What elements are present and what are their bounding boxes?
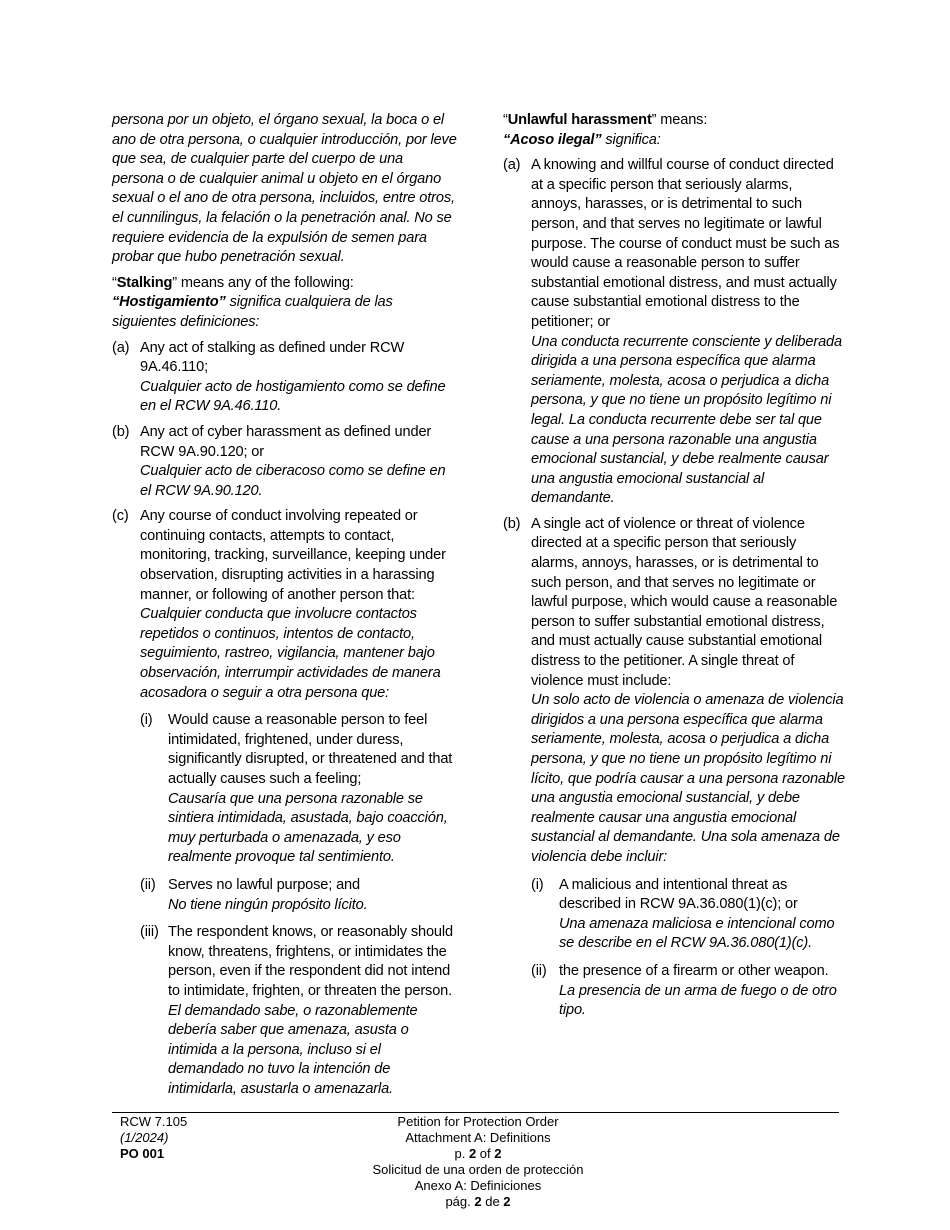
subitem-text-es: El demandado sabe, o razonablemente debería saber que amenaza, asusta o intimida a la persona, incluso si el demandado no tuvo la intención de intimidarla, asustarla o amenazarla. (168, 1002, 418, 1097)
stalking-subitem-ii (140, 876, 457, 915)
footer-form-number: PO 001 (120, 1146, 165, 1161)
footer-form-info (120, 1114, 187, 1162)
left-column (112, 111, 457, 1100)
subitem-label: (i) (140, 712, 153, 729)
page-prefix: pág. (445, 1194, 475, 1209)
subitem-text-es: No tiene ningún propósito lícito. (168, 896, 368, 913)
page-number: 2 (474, 1194, 482, 1209)
unlawful-heading-en (503, 111, 846, 131)
item-label: (c) (112, 508, 129, 525)
subitem-label: (ii) (140, 876, 156, 893)
stalking-means-es: significa cualquiera de las siguientes definiciones: (112, 294, 393, 330)
item-text-es: Cualquier acto de ciberacoso como se define en el RCW 9A.90.120. (140, 463, 446, 499)
stalking-item-c (112, 507, 457, 1099)
subitem-text-en: Would cause a reasonable person to feel intimidated, frightened, under duress, significantly disrupted, or threatened and that actually causes such a feeling; (168, 712, 453, 787)
right-column (503, 111, 846, 1021)
item-label: (a) (503, 157, 521, 174)
subitem-text-es: Una amenaza maliciosa e intencional como se describe en el RCW 9A.36.080(1)(c). (559, 915, 835, 952)
subitem-text-es: Causaría que una persona razonable se sintiera intimidada, asustada, bajo coacción, muy perturbada o amenazada, y eso realmente provoque tal sentimiento. (168, 790, 448, 866)
item-text-en: Any course of conduct involving repeated or continuing contacts, attempts to contact, monitoring, tracking, surveillance, keeping under observation, disrupting activities in a harassing manner, or following of another person that: (140, 508, 446, 603)
open-quote: “ (112, 274, 117, 291)
footer-attachment-es: Anexo A: Definiciones (414, 1178, 542, 1193)
page-total: 2 (494, 1146, 502, 1161)
unlawful-term-en: Unlawful harassment (507, 112, 652, 128)
footer-attachment-en: Attachment A: Definitions (405, 1130, 551, 1145)
footer-title-es: Solicitud de una orden de protección (372, 1162, 584, 1177)
subitem-text-en: Serves no lawful purpose; and (168, 876, 360, 893)
subitem-label: (ii) (531, 962, 547, 979)
stalking-definition (112, 274, 457, 1100)
stalking-term-en: Stalking (116, 274, 173, 291)
item-text-es: Cualquier conducta que involucre contactos repetidos o continuos, intentos de contacto, seguimiento, rastreo, vigilancia, mantener bajo observación, interrumpir actividades de manera acosadora o seguir a otra persona que: (140, 606, 441, 701)
item-label: (a) (112, 339, 130, 356)
footer-page-es (328, 1194, 628, 1210)
item-text-es: Cualquier acto de hostigamiento como se define en el RCW 9A.46.110. (140, 378, 446, 415)
unlawful-term-es: “Acoso ilegal” (503, 131, 602, 148)
stalking-heading-en (112, 274, 457, 294)
unlawful-item-a (503, 156, 846, 509)
footer-divider (112, 1112, 839, 1113)
item-label: (b) (503, 515, 521, 532)
footer-rcw: RCW 7.105 (120, 1114, 188, 1129)
page-number: 2 (468, 1146, 477, 1161)
page-of: of (476, 1146, 495, 1161)
item-text-en: A knowing and willful course of conduct directed at a specific person that seriously alarms, annoys, harasses, or is detrimental to such person, and that serves no legitimate or lawful purpose. The course of conduct must be such as would cause a reasonable person to suffer substantial emotional distress, and must actually cause substantial emotional distress to the petitioner; or (531, 157, 840, 330)
stalking-item-a (112, 339, 457, 417)
page-of: de (481, 1194, 504, 1209)
item-text-es: Una conducta recurrente consciente y deliberada dirigida a una persona específica que alarma seriamente, molesta, acosa o perjudica a dicha persona, y que no tiene un propósito legítimo ni legal. La conducta recurrente debe ser tal que cause a una persona razonable una angustia emocional sustancial, y debe realmente causar una angustia emocional sustancial al demandante. (531, 333, 842, 507)
subitem-text-en: the presence of a firearm or other weapon. (559, 962, 829, 979)
subitem-label: (iii) (140, 924, 159, 941)
item-text-en: A single act of violence or threat of violence directed at a specific person that seriously alarms, annoys, harasses, or is detrimental to such person, and that serves no legitimate or lawful purpose, which would cause a reasonable person to suffer substantial emotional distress, and must actually cause substantial emotional distress to the petitioner. A single threat of violence must include: (531, 515, 838, 689)
stalking-means-en: ” means any of the following: (172, 274, 354, 291)
item-text-en: Any act of stalking as defined under RCW 9A.46.110; (140, 339, 405, 376)
stalking-subitem-iii (140, 923, 457, 1099)
subitem-text-es: La presencia de un arma de fuego o de otro tipo. (559, 982, 837, 1019)
subitem-text-en: A malicious and intentional threat as described in RCW 9A.36.080(1)(c); or (559, 876, 798, 913)
unlawful-subitem-i (531, 876, 846, 954)
footer-title-en: Petition for Protection Order (397, 1114, 559, 1129)
item-label: (b) (112, 423, 130, 440)
stalking-subitem-i (140, 711, 457, 868)
open-quote: “ (503, 112, 508, 128)
stalking-item-b (112, 423, 457, 501)
footer-title-block (328, 1114, 628, 1210)
page-prefix: p. (454, 1146, 469, 1161)
unlawful-heading-es (503, 131, 846, 151)
sexual-intercourse-continuation-es: persona por un objeto, el órgano sexual, la boca o el ano de otra persona, o cualquier introducción, por leve que sea, de cualquier parte del cuerpo de una persona o de cualquier animal u objeto en el órgano sexual o el ano de otra persona, incluidos, entre otros, el cunnilingus, la felación o la penetración anal. No se requiere evidencia de la expulsión de semen para probar que hubo penetración sexual. (112, 112, 457, 266)
footer-date: (1/2024) (120, 1130, 169, 1145)
item-text-en: Any act of cyber harassment as defined under RCW 9A.90.120; or (140, 423, 432, 460)
subitem-label: (i) (531, 876, 544, 893)
unlawful-means-es: significa: (601, 131, 661, 148)
unlawful-subitem-ii (531, 962, 846, 1021)
unlawful-item-b (503, 515, 846, 1021)
page-total: 2 (503, 1194, 511, 1209)
footer-page-en (328, 1146, 628, 1162)
subitem-text-en: The respondent knows, or reasonably should know, threatens, frightens, or intimidates the person, even if the respondent did not intend to intimidate, frighten, or threaten the person. (168, 924, 453, 999)
item-text-es: Un solo acto de violencia o amenaza de violencia dirigidos a una persona específica que alarma seriamente, molesta, acosa o perjudica a dicha persona, y que no tiene un propósito legítimo ni lícito, que podría causar a una persona razonable una angustia emocional sustancial, y debe realmente causar una angustia emocional sustancial al demandante. Una sola amenaza de violencia debe incluir: (531, 692, 845, 865)
stalking-term-es: “Hostigamiento” (112, 294, 226, 311)
unlawful-harassment-definition (503, 111, 846, 1021)
unlawful-means-en: ” means: (651, 112, 708, 128)
stalking-heading-es (112, 293, 457, 332)
